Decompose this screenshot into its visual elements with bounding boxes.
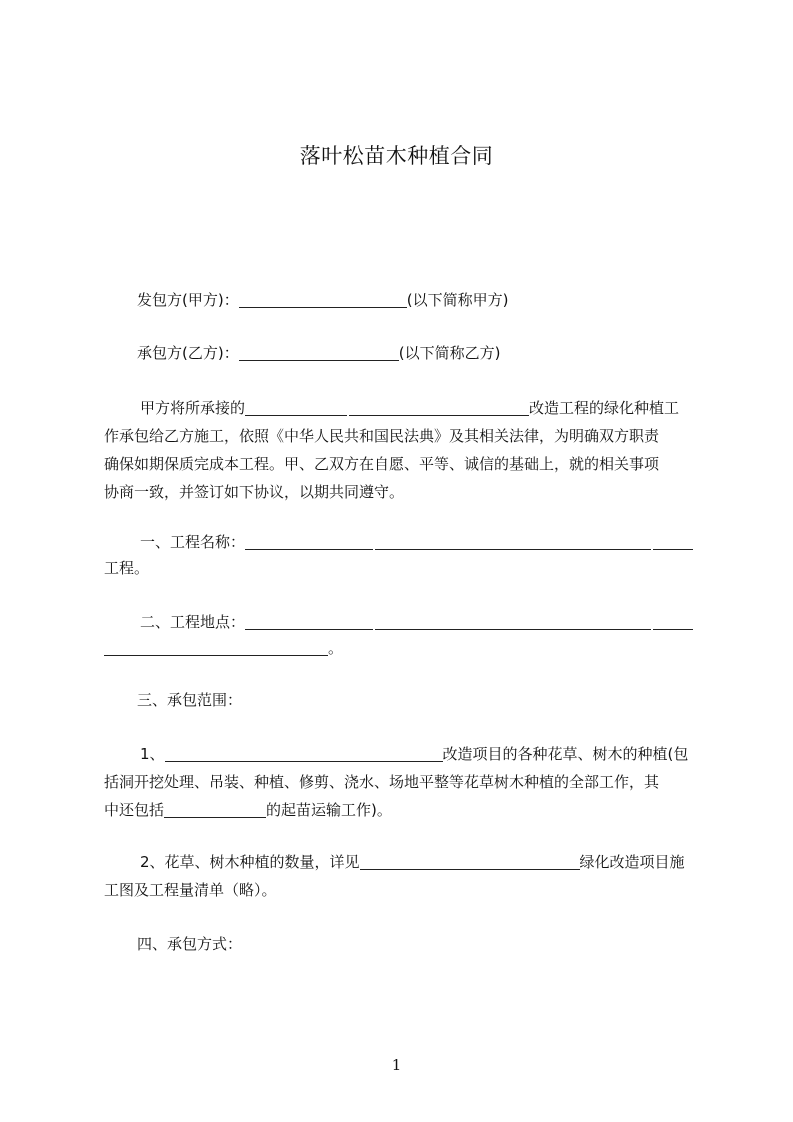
intro-suffix: 改造工程的绿化种植工 <box>529 399 680 417</box>
page-number: 1 <box>391 1056 402 1074</box>
section-2-label: 二、工程地点： <box>140 613 246 631</box>
intro-line-1 <box>140 397 679 419</box>
section-3-item-1-line-1 <box>140 743 688 765</box>
project-blank-b <box>349 400 529 416</box>
party-a-line <box>137 289 508 311</box>
item-2-prefix: 2、花草、树木种植的数量，详见 <box>140 853 360 871</box>
item-1-line-3-prefix: 中还包括 <box>104 801 165 819</box>
scope-project-blank <box>165 746 443 762</box>
project-location-blank-b <box>375 614 651 630</box>
party-b-blank <box>239 345 399 361</box>
intro-line-4: 协商一致，并签订如下协议，以期共同遵守。 <box>104 483 405 501</box>
section-1-line-1 <box>140 531 693 553</box>
party-b-suffix: (以下简称乙方) <box>398 344 501 362</box>
section-3-heading: 三、承包范围： <box>137 691 243 709</box>
project-blank-a <box>245 400 347 416</box>
section-1-line-2: 工程。 <box>104 559 150 577</box>
party-b-line <box>137 342 500 364</box>
project-location-blank-d <box>104 640 328 656</box>
section-3-item-1-line-3 <box>104 799 392 821</box>
item-2-suffix: 绿化改造项目施 <box>579 853 685 871</box>
intro-prefix: 甲方将所承接的 <box>140 399 246 417</box>
party-a-suffix: (以下简称甲方) <box>406 291 509 309</box>
section-2-suffix: 。 <box>328 639 344 657</box>
section-1-label: 一、工程名称： <box>140 533 246 551</box>
item-1-suffix: 改造项目的各种花草、树木的种植(包 <box>442 745 689 763</box>
party-b-label: 承包方(乙方)： <box>137 344 239 362</box>
party-a-label: 发包方(甲方)： <box>137 291 239 309</box>
project-name-blank-c <box>653 534 693 550</box>
party-a-blank <box>239 292 407 308</box>
section-2-line-2 <box>104 637 343 659</box>
project-location-blank-c <box>653 614 693 630</box>
project-location-blank-a <box>245 614 373 630</box>
document-title: 落叶松苗木种植合同 <box>299 144 494 168</box>
project-name-blank-b <box>375 534 651 550</box>
intro-line-3: 确保如期保质完成本工程。甲、乙双方在自愿、平等、诚信的基础上，就的相关事项 <box>104 455 660 473</box>
section-3-item-2-line-1 <box>140 851 685 873</box>
item-1-line-3-suffix: 的起苗运输工作)。 <box>266 801 392 819</box>
item-1-prefix: 1、 <box>140 745 165 763</box>
intro-line-2: 作承包给乙方施工，依照《中华人民共和国民法典》及其相关法律，为明确双方职责 <box>104 427 660 445</box>
drawing-project-blank <box>360 854 580 870</box>
section-4-heading: 四、承包方式： <box>137 935 243 953</box>
seedling-source-blank <box>164 802 266 818</box>
project-name-blank-a <box>245 534 373 550</box>
section-3-item-2-line-2: 工图及工程量清单（略）。 <box>104 881 277 899</box>
section-3-item-1-line-2: 括洞开挖处理、吊装、种植、修剪、浇水、场地平整等花草树木种植的全部工作，其 <box>104 773 660 791</box>
section-2-line-1 <box>140 611 693 633</box>
